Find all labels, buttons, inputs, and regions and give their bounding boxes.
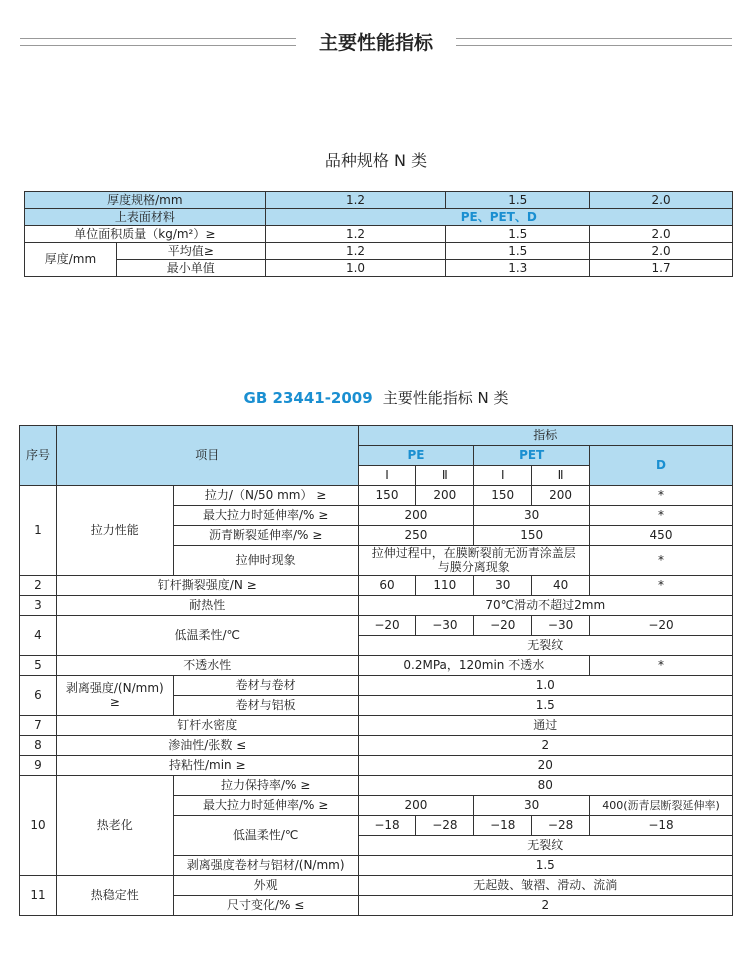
cell: 1.2 [265,226,446,243]
cell: 平均值≥ [116,243,265,260]
cell: 60 [358,575,416,595]
cell: * [590,506,733,526]
cell: −20 [474,615,532,635]
cell: 11 [20,875,57,915]
cell: * [590,655,733,675]
cell: 尺寸变化/% ≤ [173,895,358,915]
table-row [20,875,733,895]
cell: 1.5 [446,226,590,243]
header-pet-ii: Ⅱ [532,466,590,486]
header-index: 指标 [358,426,732,446]
cell: 钉杆撕裂强度/N ≥ [56,575,358,595]
table-row [20,675,733,695]
cell: 2 [358,895,732,915]
cell: PE、PET、D [265,209,732,226]
table-row [25,243,733,260]
perf-table-title [0,387,752,408]
table-row [25,192,733,209]
table-row [20,655,733,675]
cell: −28 [416,815,474,835]
table-row [25,260,733,277]
cell-line: ≥ [109,695,120,710]
table-row [20,735,733,755]
header-seq: 序号 [20,426,57,486]
cell: 2.0 [590,226,733,243]
header-item: 项目 [56,426,358,486]
cell: 低温柔性/℃ [56,615,358,655]
cell: 1 [20,486,57,576]
cell: 拉力/（N/50 mm） ≥ [173,486,358,506]
cell: 无裂纹 [358,635,732,655]
cell: −20 [590,615,733,635]
cell: −28 [532,815,590,835]
cell: 150 [474,486,532,506]
table-row [20,426,733,446]
cell: 1.3 [446,260,590,277]
header-pet-i: Ⅰ [474,466,532,486]
cell: −18 [474,815,532,835]
table-row [20,775,733,795]
cell: 1.5 [358,855,732,875]
cell: 卷材与铝板 [173,695,358,715]
cell: 110 [416,575,474,595]
cell: 1.0 [265,260,446,277]
cell: * [590,486,733,506]
page-header [0,28,752,58]
cell: 最大拉力时延伸率/% ≥ [173,506,358,526]
cell: 200 [358,795,474,815]
header-pe: PE [358,446,474,466]
spec-table [24,191,733,277]
cell: 40 [532,575,590,595]
perf-table-title-text: 主要性能指标 N 类 [382,389,509,407]
cell: 2 [20,575,57,595]
page-title: 主要性能指标 [318,32,433,54]
cell: 7 [20,715,57,735]
cell: 渗油性/张数 ≤ [56,735,358,755]
cell: 250 [358,526,474,546]
table-row [20,755,733,775]
table-row [20,575,733,595]
cell: 低温柔性/℃ [173,815,358,855]
cell: 热老化 [56,775,173,875]
table-row [25,226,733,243]
cell: 1.5 [446,192,590,209]
table-row [20,595,733,615]
header-pet: PET [474,446,590,466]
cell: 20 [358,755,732,775]
cell: 10 [20,775,57,875]
cell: −30 [532,615,590,635]
cell: −30 [416,615,474,635]
cell: 热稳定性 [56,875,173,915]
header-d: D [590,446,733,486]
cell: 1.7 [590,260,733,277]
cell: 厚度/mm [25,243,117,277]
cell-line: 剥离强度/(N/mm) [65,680,164,695]
cell: 拉力保持率/% ≥ [173,775,358,795]
cell: 2.0 [590,192,733,209]
cell: 卷材与卷材 [173,675,358,695]
cell: * [590,546,733,576]
cell: 1.0 [358,675,732,695]
cell: 钉杆水密度 [56,715,358,735]
cell: 6 [20,675,57,715]
cell: 80 [358,775,732,795]
cell: 1.5 [358,695,732,715]
cell: 2 [358,735,732,755]
cell: 厚度规格/mm [25,192,266,209]
cell: 1.5 [446,243,590,260]
cell: 最大拉力时延伸率/% ≥ [173,795,358,815]
cell: 外观 [173,875,358,895]
table-row [20,715,733,735]
cell: 200 [416,486,474,506]
cell: 3 [20,595,57,615]
cell: 30 [474,506,590,526]
standard-code: GB 23441-2009 [243,389,373,407]
cell: 200 [532,486,590,506]
cell: 30 [474,575,532,595]
cell: 4 [20,615,57,655]
cell: 30 [474,795,590,815]
cell: 单位面积质量（kg/m²）≥ [25,226,266,243]
spec-table-title: 品种规格 N 类 [324,151,428,170]
cell: 拉伸时现象 [173,546,358,576]
cell [56,675,173,715]
cell: 上表面材料 [25,209,266,226]
cell: 耐热性 [56,595,358,615]
cell: 1.2 [265,192,446,209]
cell: 沥青断裂延伸率/% ≥ [173,526,358,546]
header-rule-right [456,38,732,46]
cell: 70℃滑动不超过2mm [358,595,732,615]
header-pe-ii: Ⅱ [416,466,474,486]
cell: −18 [358,815,416,835]
cell: 200 [358,506,474,526]
cell: * [590,575,733,595]
cell: 拉力性能 [56,486,173,576]
cell: 最小单值 [116,260,265,277]
cell: 450 [590,526,733,546]
cell [358,546,589,576]
cell: 9 [20,755,57,775]
cell: 2.0 [590,243,733,260]
cell: 通过 [358,715,732,735]
cell: 150 [358,486,416,506]
table-row [20,486,733,506]
performance-table [19,425,733,916]
table-row [20,615,733,635]
cell: 无裂纹 [358,835,732,855]
cell: 1.2 [265,243,446,260]
cell-line: 与膜分离现象 [437,560,510,575]
cell: 400(沥青层断裂延伸率) [590,795,733,815]
header-rule-left [20,38,296,46]
table-row [25,209,733,226]
header-pe-i: Ⅰ [358,466,416,486]
cell: −20 [358,615,416,635]
cell: −18 [590,815,733,835]
cell: 持粘性/min ≥ [56,755,358,775]
cell: 5 [20,655,57,675]
cell: 剥离强度卷材与铝材/(N/mm) [173,855,358,875]
cell-line: 拉伸过程中，在膜断裂前无沥青涂盖层 [371,546,576,560]
cell: 150 [474,526,590,546]
cell: 8 [20,735,57,755]
cell: 不透水性 [56,655,358,675]
cell: 无起鼓、皱褶、滑动、流淌 [358,875,732,895]
cell: 0.2MPa，120min 不透水 [358,655,589,675]
